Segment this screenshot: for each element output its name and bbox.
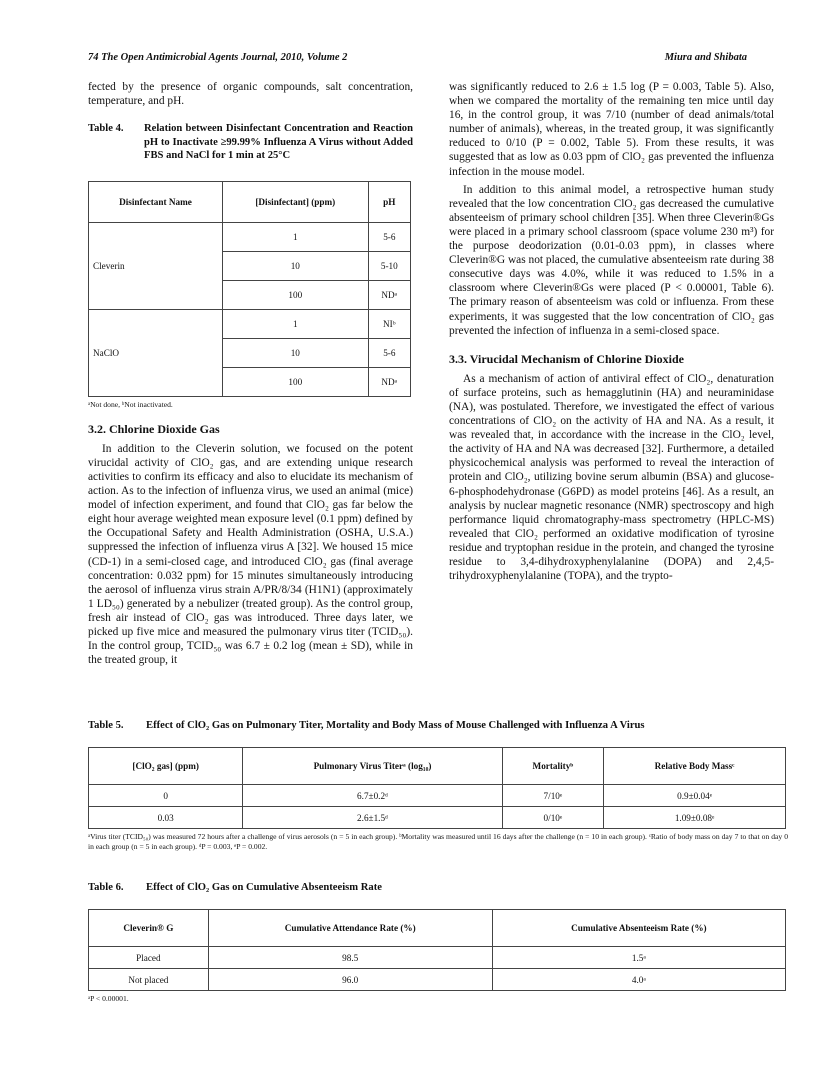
table-cell: 100 <box>222 367 368 396</box>
table-cell: 5-10 <box>368 251 410 280</box>
table-cell: 100 <box>222 280 368 309</box>
table6-title: Effect of ClO₂ Gas on Cumulative Absenteeism Rate <box>146 882 382 893</box>
table4-title: Relation between Disinfectant Concentration and Reaction pH to Inactivate ≥99.99% Influenza A Virus without Added FBS and NaCl for 1 min at 25°C <box>144 123 413 162</box>
table-row <box>89 309 411 338</box>
table5 <box>88 747 786 829</box>
left-paragraph-2: In addition to the Cleverin solution, we focused on the potent virucidal activity of ClO₂ gas, and are extending unique research activities to confirm its efficacy and also to elucidate its mechanism of action. As to the infection of influenza virus, we used an animal (mice) model of infection experiment, and found that ClO₂ gas far below the eight hour average weighted mean exposure level (0.1 ppm) defined by the Occupational Safety and Health Administration (OSHA, U.S.A.) suppressed the infection of influenza virus A [32]. We housed 15 mice (CD-1) in a semi-closed cage, and introduced ClO₂ gas (final average concentration: 0.032 ppm) for 15 minutes simultaneously introducing the aerosol of influenza virus strain A/PR/8/34 (H1N1) (approximately 1 LD₅₀) generated by a nebulizer (treated group). As the control group, fresh air instead of ClO₂ gas was introduced. Three days later, we picked up five mice and measured the pulmonary virus titer (TCID₅₀). In the control group, TCID₅₀ was 6.7 ± 0.2 log (mean ± SD), while in the treated group, it <box>88 442 413 667</box>
table4 <box>88 181 411 397</box>
table4-header: Disinfectant Name <box>89 181 223 222</box>
table-cell: 10 <box>222 338 368 367</box>
section-heading-3-3: 3.3. Virucidal Mechanism of Chlorine Dioxide <box>449 351 684 366</box>
table-cell: NDᵃ <box>368 367 410 396</box>
table-row <box>89 969 786 991</box>
table-cell: 98.5 <box>208 947 492 969</box>
table-cell: 7/10ᵉ <box>502 785 604 807</box>
table4-caption <box>88 122 413 163</box>
table4-group-name: NaClO <box>89 309 223 396</box>
table5-title: Effect of ClO₂ Gas on Pulmonary Titer, Mortality and Body Mass of Mouse Challenged with Influenza A Virus <box>146 720 645 731</box>
table-cell: 2.6±1.5ᵈ <box>243 807 502 829</box>
table6-header-row <box>89 910 786 947</box>
table5-caption <box>88 720 788 731</box>
table6-header: Cumulative Absenteeism Rate (%) <box>492 910 785 947</box>
table-cell: 0.03 <box>89 807 243 829</box>
table-row <box>89 947 786 969</box>
left-paragraph-1: fected by the presence of organic compounds, salt concentration, temperature, and pH. <box>88 81 413 108</box>
table-cell: 0 <box>89 785 243 807</box>
table4-header-row <box>89 181 411 222</box>
table5-header: Relative Body Massᶜ <box>604 748 786 785</box>
table5-header: [ClO₂ gas] (ppm) <box>89 748 243 785</box>
table6-caption <box>88 882 788 893</box>
table6-footnote: ᵃP < 0.00001. <box>88 994 129 1003</box>
table-cell: 0.9±0.04ᵉ <box>604 785 786 807</box>
table-cell: NDᵃ <box>368 280 410 309</box>
table-cell: Not placed <box>89 969 209 991</box>
table4-header: pH <box>368 181 410 222</box>
right-paragraph-1: was significantly reduced to 2.6 ± 1.5 log (P = 0.003, Table 5). Also, when we compared the mortality of the remaining ten mice until day 16, in the control group, it was 7/10 (number of dead animals/total number of animals), whereas, in the treated group, it was significantly reduced to 0/10 (P = 0.002, Table 5). From these results, it was suggested that as low as 0.03 ppm of ClO₂ gas prevented the influenza infection in the mouse model. <box>449 81 774 178</box>
table-cell: 1.09±0.08ᵉ <box>604 807 786 829</box>
table4-footnote: ᵃNot done, ᵇNot inactivated. <box>88 399 173 409</box>
table-cell: 6.7±0.2ᵈ <box>243 785 502 807</box>
right-paragraph-2: In addition to this animal model, a retrospective human study revealed that the low concentration ClO₂ gas decreased the cumulative absenteeism of primary school children [35]. When three Cleverin®Gs were placed in a primary school classroom (space volume 230 m³) for the purpose deodorization (0.01-0.03 ppm), in classes where Cleverin®G was not placed, the cumulative absenteeism rate during 38 consecutive days was 4.0%, while it was reduced to 1.5% in a classroom where Cleverin®Gs were placed (P < 0.00001, Table 6). The primary reason of absenteeism was cold or influenza. From these experiments, it was suggested that the low concentration of ClO₂ gas prevented the infection of influenza in a semi-closed space. <box>449 183 774 337</box>
header-left: 74 The Open Antimicrobial Agents Journal, 2010, Volume 2 <box>88 52 348 63</box>
table-cell: 0/10ᵉ <box>502 807 604 829</box>
table6-header: Cumulative Attendance Rate (%) <box>208 910 492 947</box>
table5-header: Pulmonary Virus Titerᵃ (log₁₀) <box>243 748 502 785</box>
right-paragraph-3: As a mechanism of action of antiviral effect of ClO₂, denaturation of surface proteins, such as hemagglutinin (HA) and neuraminidase (NA), was postulated. Therefore, we investigated the effect of various concentrations of ClO₂ on the activity of HA and NA. As a result, it was revealed that, in accordance with the increase in the ClO₂ level, the activity of HA and NA was decreased [32]. Furthermore, a detailed physicochemical analysis was performed to reveal the interaction of protein and ClO₂, utilizing bovine serum albumin (BSA) and glucose-6-phosphodehydronase (G6PD) as model proteins [46]. As a result, an analysis by nuclear magnetic resonance (NMR) spectroscopy and high performance liquid chromatography-mass spectrometry (HPLC-MS) revealed that ClO₂ performed an oxidative modification of tyrosine residue and tryptophan residue in the protein, and changed the tyrosine residue to 3,4-dihydroxyphenylalanine (DOPA) and 2,4,5-trihydroxyphenylalanine (TOPA), and the trypto- <box>449 372 774 583</box>
running-header <box>88 52 747 63</box>
table-cell: NIᵇ <box>368 309 410 338</box>
table6 <box>88 909 786 991</box>
table5-footnote: ᵃVirus titer (TCID₅₀) was measured 72 hours after a challenge of virus aerosols (n = 5 in each group). ᵇMortality was measured until 16 days after the challenge (n = 10 in each group). ᶜRatio of body mass on day 7 to that on day 0 in each group (n = 5 in each group). ᵈP = 0.003, ᵉP = 0.002. <box>88 832 788 851</box>
table5-label: Table 5. <box>88 720 124 731</box>
table-cell: 1 <box>222 222 368 251</box>
table-cell: 10 <box>222 251 368 280</box>
table-cell: 5-6 <box>368 338 410 367</box>
table-row <box>89 807 786 829</box>
table-row <box>89 222 411 251</box>
header-right: Miura and Shibata <box>664 52 747 63</box>
table6-label: Table 6. <box>88 882 124 893</box>
table-cell: 5-6 <box>368 222 410 251</box>
table-cell: 1 <box>222 309 368 338</box>
right-column <box>449 80 774 583</box>
table6-header: Cleverin® G <box>89 910 209 947</box>
table5-block <box>88 720 788 852</box>
table5-header-row <box>89 748 786 785</box>
table-cell: 1.5ᵃ <box>492 947 785 969</box>
table-cell: 96.0 <box>208 969 492 991</box>
table5-header: Mortalityᵇ <box>502 748 604 785</box>
table-row <box>89 785 786 807</box>
table4-label: Table 4. <box>88 123 124 135</box>
table-cell: Placed <box>89 947 209 969</box>
left-column <box>88 80 413 667</box>
table4-group-name: Cleverin <box>89 222 223 309</box>
table-cell: 4.0ᵃ <box>492 969 785 991</box>
table6-block <box>88 882 788 1004</box>
table4-header: [Disinfectant] (ppm) <box>222 181 368 222</box>
section-heading-3-2: 3.2. Chlorine Dioxide Gas <box>88 421 220 436</box>
